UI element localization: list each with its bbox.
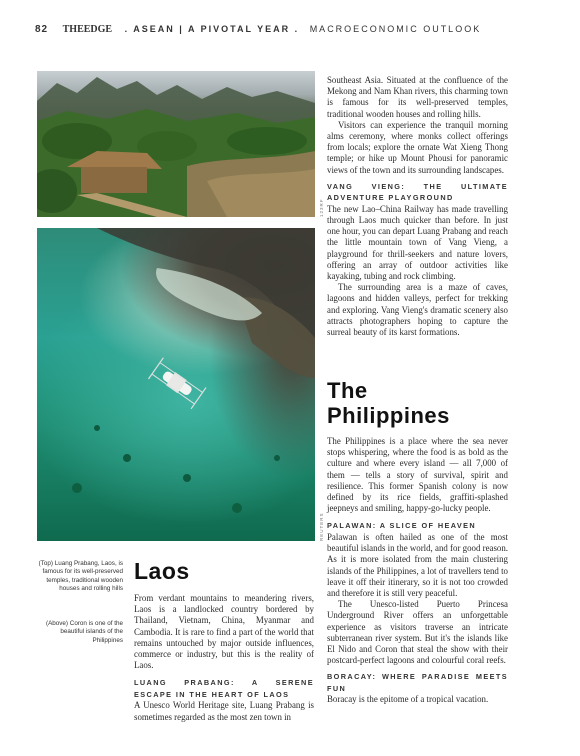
right-column-lower bbox=[327, 436, 508, 706]
vang-vieng-paragraph-2: The surrounding area is a maze of caves, lagoons and hidden valleys, perfect for trekking and exploring. Vang Vieng's dramatic scenery also attracts photographers hoping to capture the surreal beauty of its karst formations. bbox=[327, 282, 508, 338]
coron-scene bbox=[37, 228, 315, 541]
section-label: . ASEAN | A PIVOTAL YEAR . bbox=[124, 24, 300, 34]
laos-intro: From verdant mountains to meandering rivers, Laos is a landlocked country bordered by Thailand, Vietnam, China, Myanmar and Cambodia. It is rare to find a part of the world that remains untouched by major outside influences, commerce or industry, but this is the reality of Laos. bbox=[134, 593, 314, 671]
luang-prabang-paragraph-cont: Southeast Asia. Situated at the confluence of the Mekong and Nam Khan rivers, this charming town is famous for its well-preserved temples, traditional wooden houses and rolling hills. bbox=[327, 75, 508, 119]
boracay-heading: BORACAY: WHERE PARADISE MEETS FUN bbox=[327, 672, 508, 693]
running-header bbox=[35, 24, 555, 40]
laos-title: Laos bbox=[134, 558, 190, 584]
topic-label: MACROECONOMIC OUTLOOK bbox=[309, 24, 482, 34]
palawan-paragraph-1: Palawan is often hailed as one of the most beautiful islands in the world, and for good reason. As it is more isolated from the main clustering islands of the Philippines, a lot of travellers tend to leave it off their itinerary, so it is not too crowded and therefore it is still very peaceful. bbox=[327, 531, 508, 598]
luang-prabang-heading: LUANG PRABANG: A SERENE ESCAPE IN THE HEART OF LAOS bbox=[134, 678, 314, 699]
caption-bottom-photo: (Above) Coron is one of the beautiful islands of the Philippines bbox=[45, 620, 123, 644]
vang-vieng-paragraph-1: The new Lao–China Railway has made travelling through Laos much quicker than before. In just one hour, you can depart Luang Prabang and reach the little mountain town of Vang Vieng, a playground for thrill-seekers and nature lovers, offering an array of outdoor activities like kayaking, tubing and rock climbing. bbox=[327, 203, 508, 282]
photo-credit-bottom: REUTERS bbox=[319, 512, 324, 541]
palawan-paragraph-2: The Unesco-listed Puerto Princesa Underground River offers an unforgettable experience as visitors traverse an intricate subterranean river system. But it's the islands like El Nido and Coron that steal the show with their postcard-perfect lagoons and colourful coral reefs. bbox=[327, 599, 508, 666]
vang-vieng-heading: VANG VIENG: THE ULTIMATE ADVENTURE PLAYGROUND bbox=[327, 181, 508, 203]
palawan-heading: PALAWAN: A SLICE OF HEAVEN bbox=[327, 521, 477, 531]
right-column-upper bbox=[327, 75, 508, 338]
luang-prabang-paragraph-2: Visitors can experience the tranquil morning alms ceremony, where monks collect offerings from locals; explore the ornate Wat Xieng Thong temple; or hike up Mount Phousi for panoramic views of the town and its surrounding landscapes. bbox=[327, 119, 508, 175]
philippines-title-line2: Philippines bbox=[327, 403, 450, 428]
philippines-title-line1: The bbox=[327, 378, 368, 403]
brand-logo: THEEDGE bbox=[62, 24, 113, 35]
philippines-title bbox=[327, 378, 450, 428]
photo-credit-top: 123RF bbox=[319, 198, 324, 217]
philippines-intro: The Philippines is a place where the sea never stops whispering, where the food is as bold as the culture and where every island — all 7,000 of them — tells a story of survival, spirit and resilience. This former Spanish colony is now defined by its rice fields, graffiti-splashed jeepneys and smiling, happy-go-lucky people. bbox=[327, 436, 508, 514]
luang-prabang-photo bbox=[37, 71, 315, 217]
laos-article-column bbox=[134, 593, 314, 723]
page-number: 82 bbox=[35, 24, 49, 35]
luang-prabang-scene bbox=[37, 71, 315, 217]
luang-prabang-paragraph: A Unesco World Heritage site, Luang Prabang is sometimes regarded as the most zen town in bbox=[134, 700, 314, 722]
coron-photo bbox=[37, 228, 315, 541]
caption-top-photo: (Top) Luang Prabang, Laos, is famous for its well-preserved temples, traditional wooden houses and rolling hills bbox=[38, 560, 123, 593]
boracay-paragraph-1: Boracay is the epitome of a tropical vacation. bbox=[327, 694, 489, 705]
